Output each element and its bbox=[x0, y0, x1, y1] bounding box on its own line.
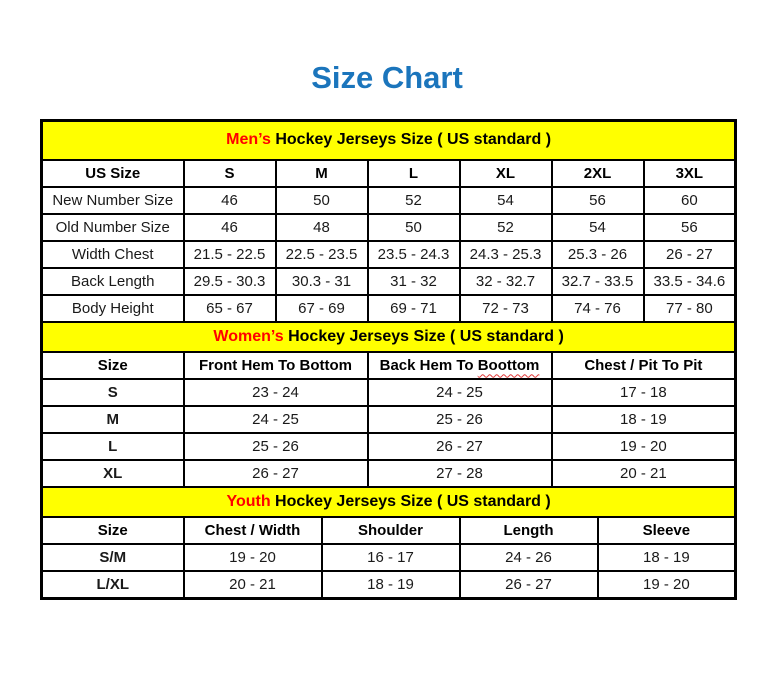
size-value-cell: 21.5 - 22.5 bbox=[184, 241, 276, 268]
size-value-cell: 18 - 19 bbox=[598, 544, 736, 571]
size-value-cell: 25.3 - 26 bbox=[552, 241, 644, 268]
row-label: Body Height bbox=[42, 295, 184, 322]
column-header: XL bbox=[460, 160, 552, 187]
size-value-cell: 23 - 24 bbox=[184, 379, 368, 406]
size-value-cell: 54 bbox=[460, 187, 552, 214]
size-value-cell: 46 bbox=[184, 187, 276, 214]
size-value-cell: 19 - 20 bbox=[184, 544, 322, 571]
table-row bbox=[42, 295, 736, 322]
size-value-cell: 24 - 25 bbox=[368, 379, 552, 406]
youth-banner-keyword: Youth bbox=[226, 492, 271, 510]
size-value-cell: 52 bbox=[368, 187, 460, 214]
size-value-cell: 18 - 19 bbox=[322, 571, 460, 599]
row-label: Width Chest bbox=[42, 241, 184, 268]
row-label: M bbox=[42, 406, 184, 433]
table-row bbox=[42, 406, 736, 433]
row-label: S bbox=[42, 379, 184, 406]
row-label: S/M bbox=[42, 544, 184, 571]
size-value-cell: 33.5 - 34.6 bbox=[644, 268, 736, 295]
size-value-cell: 65 - 67 bbox=[184, 295, 276, 322]
youth-banner-cell bbox=[42, 487, 736, 517]
table-row bbox=[42, 379, 736, 406]
youth-header-row bbox=[42, 517, 736, 544]
column-header: Front Hem To Bottom bbox=[184, 352, 368, 379]
size-value-cell: 48 bbox=[276, 214, 368, 241]
size-value-cell: 24 - 26 bbox=[460, 544, 598, 571]
size-value-cell: 56 bbox=[644, 214, 736, 241]
men-banner-text: Hockey Jerseys Size ( US standard ) bbox=[275, 131, 552, 149]
column-header: 3XL bbox=[644, 160, 736, 187]
men-header-row bbox=[42, 160, 736, 187]
column-header: Chest / Width bbox=[184, 517, 322, 544]
table-row bbox=[42, 571, 736, 599]
row-label: Back Length bbox=[42, 268, 184, 295]
size-value-cell: 52 bbox=[460, 214, 552, 241]
table-row bbox=[42, 268, 736, 295]
row-label: New Number Size bbox=[42, 187, 184, 214]
size-value-cell: 26 - 27 bbox=[460, 571, 598, 599]
column-header: Sleeve bbox=[598, 517, 736, 544]
size-value-cell: 32.7 - 33.5 bbox=[552, 268, 644, 295]
size-value-cell: 17 - 18 bbox=[552, 379, 736, 406]
size-value-cell: 50 bbox=[276, 187, 368, 214]
size-value-cell: 26 - 27 bbox=[368, 433, 552, 460]
size-value-cell: 32 - 32.7 bbox=[460, 268, 552, 295]
size-value-cell: 19 - 20 bbox=[598, 571, 736, 599]
size-value-cell: 72 - 73 bbox=[460, 295, 552, 322]
size-value-cell: 29.5 - 30.3 bbox=[184, 268, 276, 295]
column-header: Size bbox=[42, 352, 184, 379]
women-header-row bbox=[42, 352, 736, 379]
men-section-banner bbox=[42, 120, 736, 160]
column-header-text: Back Hem To bbox=[379, 356, 474, 374]
size-value-cell: 69 - 71 bbox=[368, 295, 460, 322]
women-banner-keyword: Women’s bbox=[213, 327, 284, 345]
size-value-cell: 20 - 21 bbox=[552, 460, 736, 487]
table-row bbox=[42, 460, 736, 487]
size-value-cell: 54 bbox=[552, 214, 644, 241]
column-header bbox=[368, 352, 552, 379]
size-value-cell: 74 - 76 bbox=[552, 295, 644, 322]
size-value-cell: 30.3 - 31 bbox=[276, 268, 368, 295]
size-chart-table bbox=[40, 119, 737, 600]
size-value-cell: 23.5 - 24.3 bbox=[368, 241, 460, 268]
youth-section-banner bbox=[42, 487, 736, 517]
row-label: L/XL bbox=[42, 571, 184, 599]
women-banner-cell bbox=[42, 322, 736, 352]
size-value-cell: 46 bbox=[184, 214, 276, 241]
column-header: US Size bbox=[42, 160, 184, 187]
size-value-cell: 16 - 17 bbox=[322, 544, 460, 571]
size-value-cell: 56 bbox=[552, 187, 644, 214]
men-banner-keyword: Men’s bbox=[226, 131, 271, 149]
size-value-cell: 50 bbox=[368, 214, 460, 241]
column-header: Size bbox=[42, 517, 184, 544]
row-label: Old Number Size bbox=[42, 214, 184, 241]
youth-banner-text: Hockey Jerseys Size ( US standard ) bbox=[275, 492, 551, 510]
size-value-cell: 67 - 69 bbox=[276, 295, 368, 322]
size-value-cell: 26 - 27 bbox=[644, 241, 736, 268]
column-header: Chest / Pit To Pit bbox=[552, 352, 736, 379]
size-value-cell: 31 - 32 bbox=[368, 268, 460, 295]
size-value-cell: 19 - 20 bbox=[552, 433, 736, 460]
size-value-cell: 77 - 80 bbox=[644, 295, 736, 322]
table-row bbox=[42, 544, 736, 571]
page-title: Size Chart bbox=[311, 60, 463, 95]
size-value-cell: 24.3 - 25.3 bbox=[460, 241, 552, 268]
size-value-cell: 25 - 26 bbox=[184, 433, 368, 460]
misspelled-word: Boottom bbox=[477, 356, 540, 374]
column-header: Length bbox=[460, 517, 598, 544]
column-header: S bbox=[184, 160, 276, 187]
women-banner-text: Hockey Jerseys Size ( US standard ) bbox=[288, 327, 564, 345]
table-row bbox=[42, 214, 736, 241]
size-value-cell: 27 - 28 bbox=[368, 460, 552, 487]
size-value-cell: 60 bbox=[644, 187, 736, 214]
row-label: L bbox=[42, 433, 184, 460]
size-value-cell: 25 - 26 bbox=[368, 406, 552, 433]
size-value-cell: 20 - 21 bbox=[184, 571, 322, 599]
women-section-banner bbox=[42, 322, 736, 352]
column-header: L bbox=[368, 160, 460, 187]
size-value-cell: 24 - 25 bbox=[184, 406, 368, 433]
table-row bbox=[42, 241, 736, 268]
men-banner-cell bbox=[42, 120, 736, 160]
column-header: 2XL bbox=[552, 160, 644, 187]
row-label: XL bbox=[42, 460, 184, 487]
column-header: Shoulder bbox=[322, 517, 460, 544]
column-header: M bbox=[276, 160, 368, 187]
table-row bbox=[42, 187, 736, 214]
size-chart-page bbox=[40, 0, 734, 600]
table-row bbox=[42, 433, 736, 460]
size-value-cell: 26 - 27 bbox=[184, 460, 368, 487]
size-value-cell: 18 - 19 bbox=[552, 406, 736, 433]
size-value-cell: 22.5 - 23.5 bbox=[276, 241, 368, 268]
